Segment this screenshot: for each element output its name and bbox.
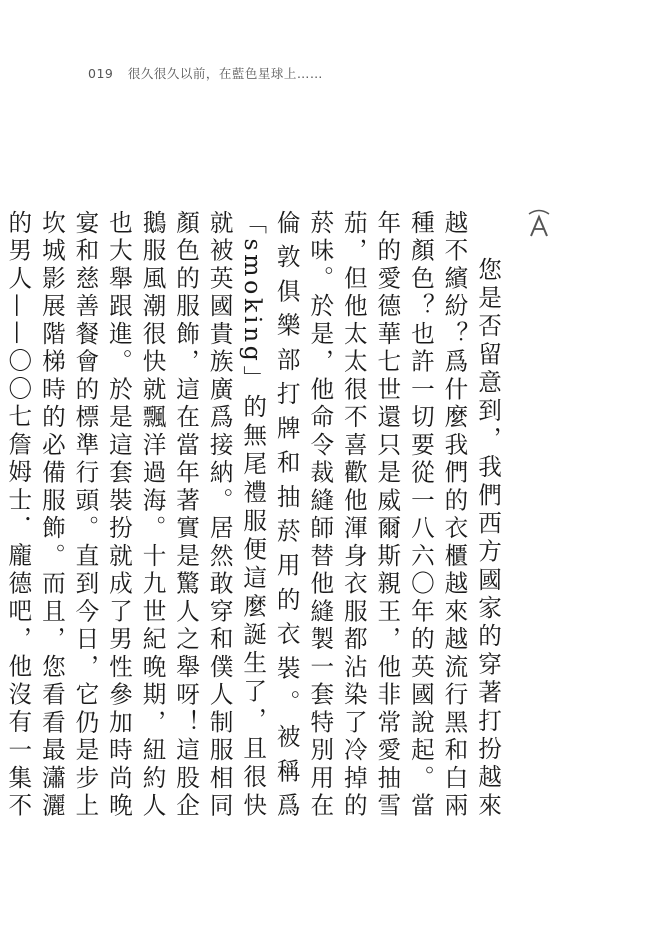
paragraph: 您是否留意到，我們西方國家的穿著打扮越來越不繽紛？爲什麼我們的衣櫃越來越流行黑和白兩種顏色？也許一切要從一八六〇年的英國說起。當年的愛德華七世還只是威爾斯親王，他非常愛抽雪茄，但他太太很不喜歡他渾身衣服都沾染了冷掉的菸味。於是，他命令裁縫師替他縫製一套特別用在倫敦俱樂部打牌和抽菸用的衣裝。被稱爲「smoking」的無尾禮服便這麼誕生了，且很快就被英國貴族廣爲接納。居然敢穿和僕人制服相同顏色的服飾，這在當年著實是驚人之舉呀！這股企鵝服風潮很快就飄洋過海。十九世紀晚期，紐約人也大舉跟進。於是這套裝扮就成了男性參加時尚晚宴和慈善餐會的標準行頭。直到今日，它仍是步上坎城影展階梯時的必備服飾。而且，您看看最瀟灑的男人——〇〇七詹姆士．龐德吧，他沒有一集不 bbox=[4, 210, 502, 820]
running-title: 很久很久以前，在藍色星球上…… bbox=[127, 66, 323, 81]
page-number: 019 bbox=[88, 66, 114, 81]
running-header bbox=[88, 64, 323, 82]
body-text bbox=[4, 210, 504, 820]
stylized-a-logo-icon bbox=[526, 208, 552, 238]
